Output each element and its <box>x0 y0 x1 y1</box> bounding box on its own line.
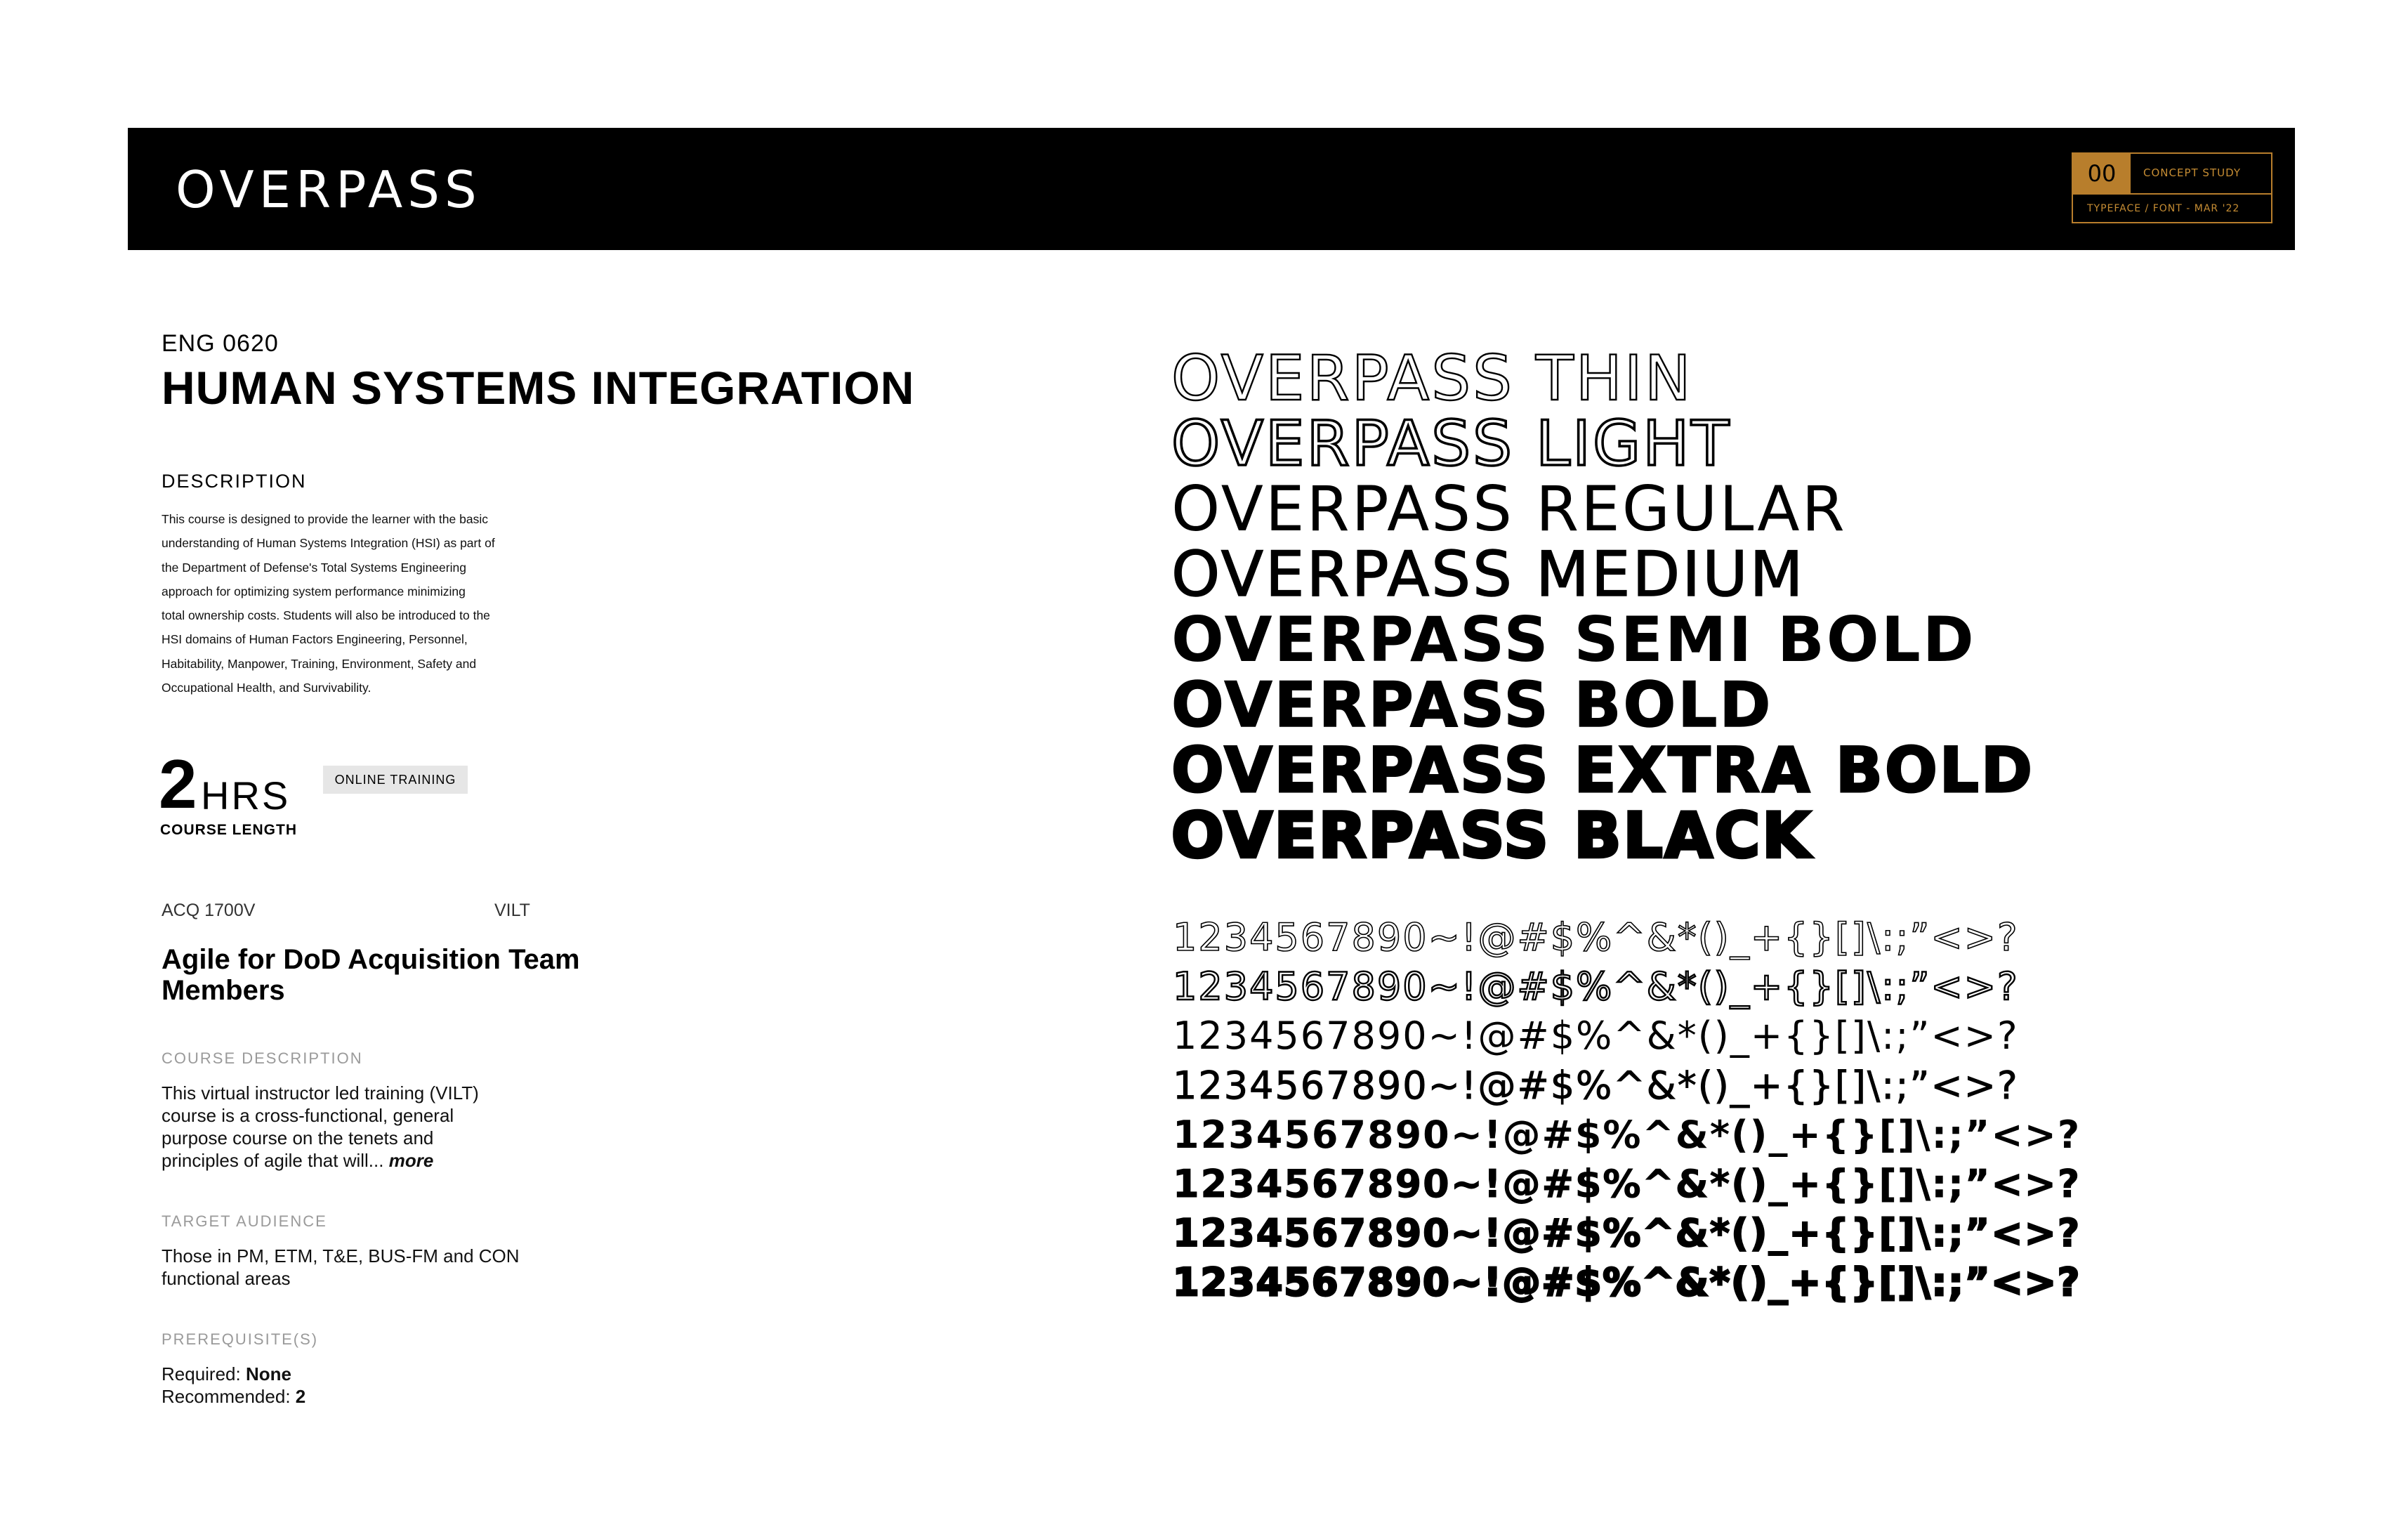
recommended-row <box>162 1385 305 1408</box>
listing-code: ACQ 1700V <box>162 901 256 920</box>
badge-title: CONCEPT STUDY <box>2143 166 2241 179</box>
glyph-specimens <box>1173 913 2081 1308</box>
course-length-label: COURSE LENGTH <box>160 822 298 838</box>
weight-light: OVERPASS LIGHT <box>1171 407 1732 480</box>
description-line: approach for optimizing system performance minimizing <box>162 584 466 598</box>
recommended-label: Recommended: <box>162 1386 291 1407</box>
course-description-line: course is a cross-functional, general <box>162 1105 454 1126</box>
brand-title: OVERPASS <box>176 160 482 219</box>
weight-black: OVERPASS BLACK <box>1171 799 1812 872</box>
target-audience-line: Those in PM, ETM, T&E, BUS-FM and CON <box>162 1245 520 1266</box>
badge-subtitle: TYPEFACE / FONT - MAR '22 <box>2087 203 2240 214</box>
glyph-row-extra-bold: 1234567890~!@#$%^&*()_+{}[]\:;”<>? <box>1173 1211 2081 1256</box>
glyph-row-light: 1234567890~!@#$%^&*()_+{}[]\:;”<>? <box>1173 964 2019 1009</box>
course-description-line: purpose course on the tenets and <box>162 1127 434 1148</box>
online-training-badge: ONLINE TRAINING <box>323 766 468 794</box>
glyph-row-bold: 1234567890~!@#$%^&*()_+{}[]\:;”<>? <box>1173 1162 2081 1207</box>
listing-mode: VILT <box>494 901 530 920</box>
course-description-line <box>162 1149 479 1172</box>
concept-badge <box>2072 152 2272 223</box>
description-text <box>162 507 569 700</box>
description-line: understanding of Human Systems Integration (HSI) as part of <box>162 536 495 551</box>
weight-thin: OVERPASS THIN <box>1171 342 1693 414</box>
course-description-heading: COURSE DESCRIPTION <box>162 1049 363 1067</box>
weight-regular: OVERPASS REGULAR <box>1171 473 1847 545</box>
glyph-row-medium: 1234567890~!@#$%^&*()_+{}[]\:;”<>? <box>1173 1063 2019 1108</box>
weight-specimens <box>1171 342 2034 872</box>
more-link[interactable]: more <box>388 1150 434 1171</box>
glyph-row-regular: 1234567890~!@#$%^&*()_+{}[]\:;”<>? <box>1173 1014 2019 1059</box>
course-description-line: This virtual instructor led training (VILT) <box>162 1082 479 1104</box>
course-description <box>162 1082 479 1172</box>
glyph-row-semi-bold: 1234567890~!@#$%^&*()_+{}[]\:;”<>? <box>1173 1112 2081 1157</box>
weight-bold: OVERPASS BOLD <box>1171 669 1773 741</box>
course-code: ENG 0620 <box>162 330 279 357</box>
description-line: the Department of Defense's Total Systems Engineering <box>162 560 466 575</box>
glyph-row-thin: 1234567890~!@#$%^&*()_+{}[]\:;”<>? <box>1173 915 2019 960</box>
prerequisites <box>162 1363 305 1408</box>
listing-title[interactable]: Agile for DoD Acquisition Team Members <box>162 944 580 1006</box>
header-bar <box>128 128 2295 250</box>
weight-medium: OVERPASS MEDIUM <box>1171 538 1805 610</box>
prerequisites-heading: PREREQUISITE(S) <box>162 1330 319 1348</box>
badge-divider <box>2073 193 2271 195</box>
description-line: HSI domains of Human Factors Engineering, Personnel, <box>162 632 468 647</box>
weight-extra-bold: OVERPASS EXTRA BOLD <box>1171 734 2034 806</box>
glyph-row-black: 1234567890~!@#$%^&*()_+{}[]\:;”<>? <box>1173 1260 2081 1305</box>
target-audience-line: functional areas <box>162 1268 291 1289</box>
target-audience <box>162 1245 520 1290</box>
required-value: None <box>245 1363 291 1384</box>
description-line: This course is designed to provide the learner with the basic <box>162 512 488 526</box>
course-title: HUMAN SYSTEMS INTEGRATION <box>162 362 915 414</box>
course-description-line-text: principles of agile that will... <box>162 1150 384 1171</box>
description-heading: DESCRIPTION <box>162 471 307 492</box>
course-length-unit: HRS <box>201 773 291 818</box>
badge-number: 00 <box>2073 154 2131 193</box>
required-label: Required: <box>162 1363 241 1384</box>
description-line: total ownership costs. Students will also be introduced to the <box>162 608 490 623</box>
description-line: Habitability, Manpower, Training, Environment, Safety and <box>162 656 477 671</box>
target-audience-heading: TARGET AUDIENCE <box>162 1212 327 1230</box>
required-row <box>162 1363 305 1385</box>
description-line: Occupational Health, and Survivability. <box>162 681 371 695</box>
weight-semi-bold: OVERPASS SEMI BOLD <box>1171 603 1976 676</box>
recommended-value: 2 <box>295 1386 306 1407</box>
course-length-value: 2 <box>159 745 197 823</box>
